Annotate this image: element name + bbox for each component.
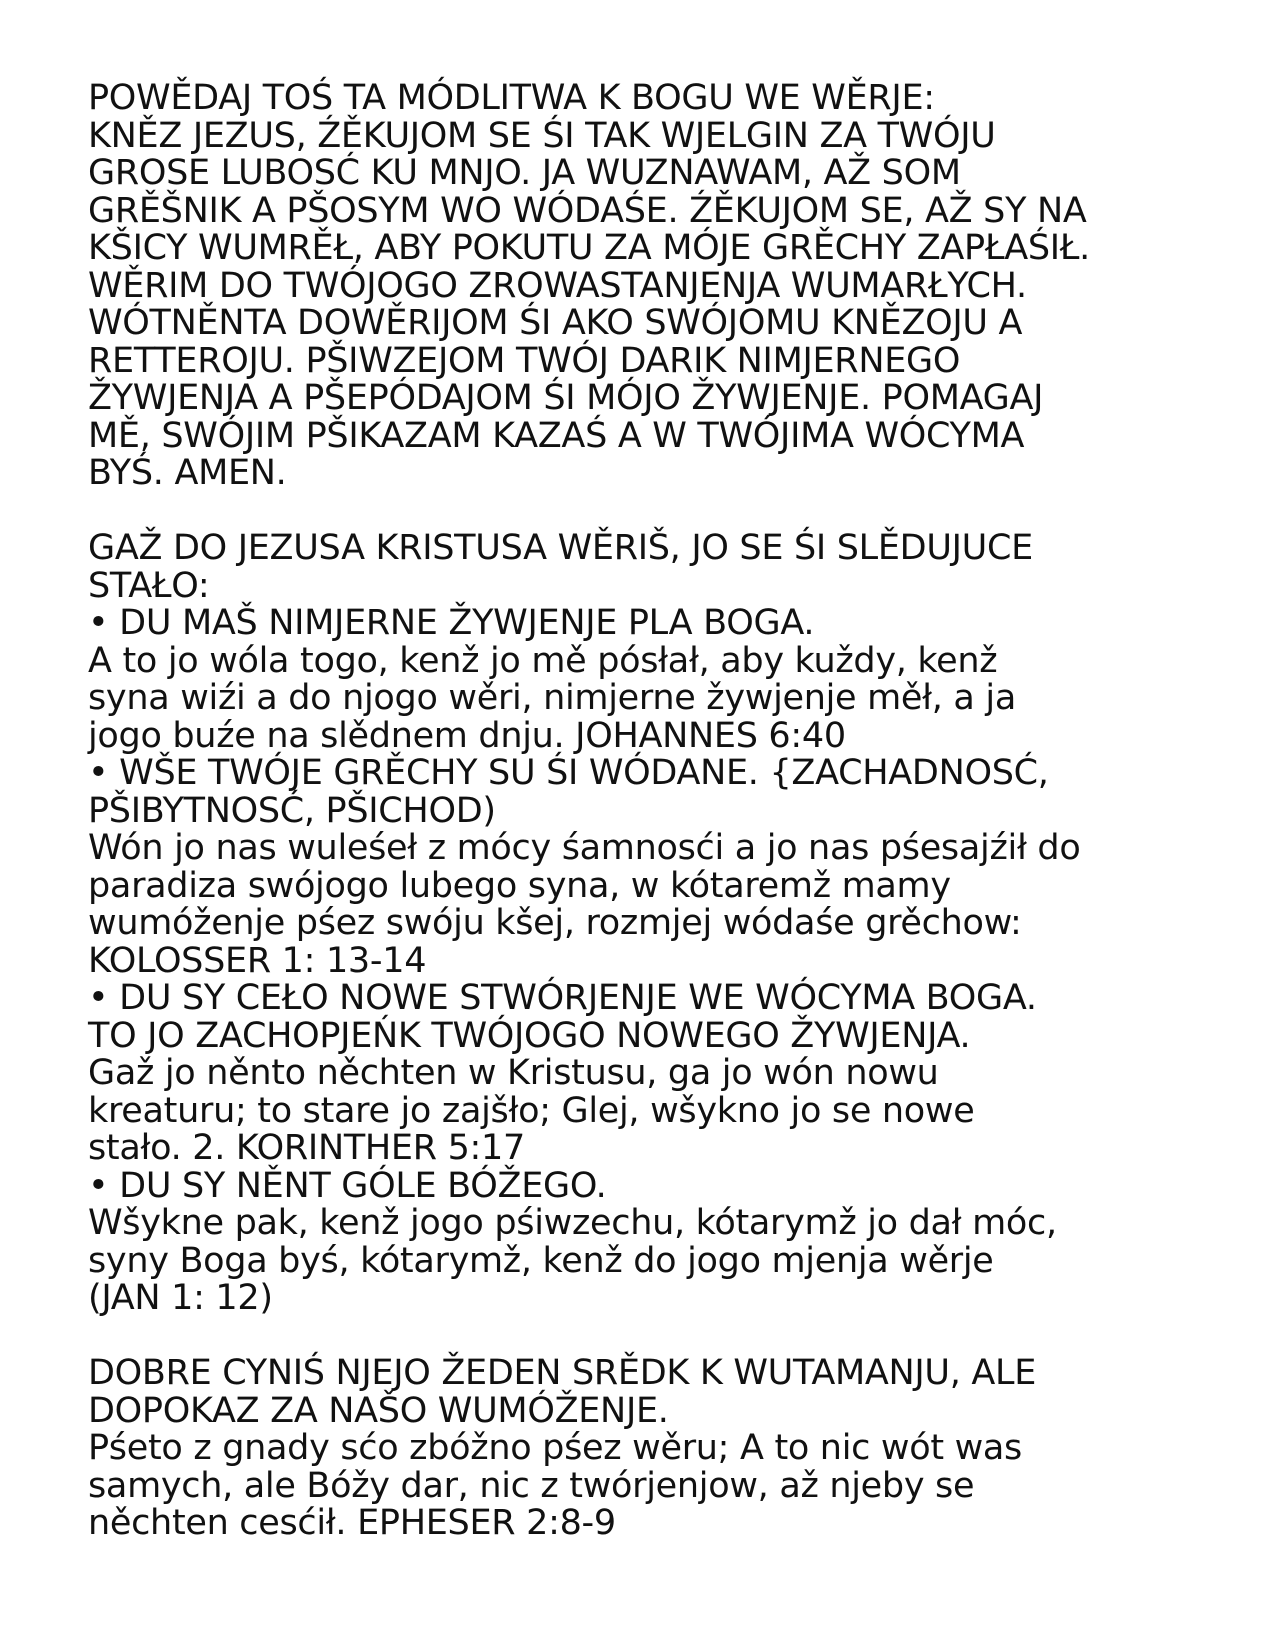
- paragraph-gap: [88, 493, 1208, 531]
- prayer-line: WĚRIM DO TWÓJOGO ZROWASTANJENJA WUMARŁYCH.: [88, 265, 1027, 306]
- prayer-line: RETTEROJU. PŠIWZEJOM TWÓJ DARIK NIMJERNEGO: [88, 340, 961, 381]
- prayer-heading: POWĚDAJ TOŚ TA MÓDLITWA K BOGU WE WĚRJE:: [88, 78, 935, 118]
- bullet-item: • DU SY NĚNT GÓLE BÓŽEGO.: [88, 1165, 607, 1206]
- bullet-item: • DU MAŠ NIMJERNE ŽYWJENJE PLA BOGA.: [88, 603, 815, 643]
- scripture-line: Wšykne pak, kenž jogo pśiwzechu, kótarymž jo dał móc,: [88, 1203, 1057, 1243]
- scripture-line: kreaturu; to stare jo zajšło; Glej, wšykno jo se nowe: [88, 1090, 975, 1131]
- bullet-item: TO JO ZACHOPJEŃK TWÓJOGO NOWEGO ŽYWJENJA.: [88, 1015, 971, 1056]
- bullet-item: • DU SY CEŁO NOWE STWÓRJENJE WE WÓCYMA BOGA.: [88, 978, 1037, 1018]
- scripture-line: paradiza swójogo lubego syna, w kótaremž mamy: [88, 865, 951, 906]
- prayer-line: WÓTNĚNTA DOWĚRIJOM ŚI AKO SWÓJOMU KNĚZOJU A: [88, 303, 1023, 343]
- scripture-line: A to jo wóla togo, kenž jo mě pósłał, aby kuždy, kenž: [88, 640, 998, 681]
- scripture-reference: (JAN 1: 12): [88, 1278, 273, 1318]
- scripture-line: stało. 2. KORINTHER 5:17: [88, 1128, 525, 1168]
- prayer-section: [88, 80, 1208, 493]
- scripture-line: Gaž jo něnto něchten w Kristusu, ga jo wón nowu: [88, 1053, 939, 1093]
- scripture-line: jogo buźe na slědnem dnju. JOHANNES 6:40: [88, 715, 846, 756]
- benefits-heading: GAŽ DO JEZUSA KRISTUSA WĚRIŠ, JO SE ŚI SLĚDUJUCE: [88, 528, 1033, 568]
- prayer-line: MĚ, SWÓJIM PŠIKAZAM KAZAŚ A W TWÓJIMA WÓCYMA: [88, 415, 1025, 456]
- benefits-section: [88, 530, 1208, 1318]
- works-heading: DOPOKAZ ZA NAŠO WUMÓŽENJE.: [88, 1390, 669, 1431]
- scripture-line: samych, ale Bóžy dar, nic z twórjenjow, až njeby se: [88, 1465, 975, 1506]
- prayer-line: ŽYWJENJA A PŠEPÓDAJOM ŚI MÓJO ŽYWJENJE. POMAGAJ: [88, 378, 1044, 418]
- document-page: [88, 80, 1208, 1543]
- scripture-reference: KOLOSSER 1: 13-14: [88, 940, 427, 981]
- bullet-item: • WŠE TWÓJE GRĚCHY SU ŚI WÓDANE. {ZACHADNOSĆ,: [88, 753, 1049, 793]
- prayer-line: GRĚŠNIK A PŠOSYM WO WÓDAŚE. ŹĚKUJOM SE, AŽ SY NA: [88, 190, 1087, 231]
- bullet-item: PŠIBYTNOSĆ, PŠICHOD): [88, 790, 496, 831]
- prayer-line: KŠICY WUMRĚŁ, ABY POKUTU ZA MÓJE GRĚCHY ZAPŁAŚIŁ.: [88, 228, 1090, 268]
- prayer-line: KNĚZ JEZUS, ŹĚKUJOM SE ŚI TAK WJELGIN ZA TWÓJU: [88, 115, 996, 156]
- works-section: [88, 1355, 1208, 1543]
- works-heading: DOBRE CYNIŚ NJEJO ŽEDEN SRĚDK K WUTAMANJU, ALE: [88, 1353, 1037, 1393]
- scripture-line: wumóženje pśez swóju kšej, rozmjej wódaśe grěchow:: [88, 903, 1022, 943]
- prayer-line: GROSE LUBOSĆ KU MNJO. JA WUZNAWAM, AŽ SOM: [88, 153, 961, 193]
- scripture-line: něchten cesćił. EPHESER 2:8-9: [88, 1503, 616, 1543]
- scripture-line: syna wiźi a do njogo wěri, nimjerne žywjenje měł, a ja: [88, 678, 1016, 718]
- paragraph-gap: [88, 1318, 1208, 1356]
- scripture-line: Wón jo nas wuleśeł z mócy śamnosći a jo nas pśesajźił do: [88, 828, 1081, 868]
- scripture-line: Pśeto z gnady sćo zbóžno pśez wěru; A to nic wót was: [88, 1428, 1022, 1468]
- prayer-line: BYŚ. AMEN.: [88, 453, 287, 493]
- scripture-line: syny Boga byś, kótarymž, kenž do jogo mjenja wěrje: [88, 1240, 994, 1281]
- benefits-heading: STAŁO:: [88, 565, 210, 606]
